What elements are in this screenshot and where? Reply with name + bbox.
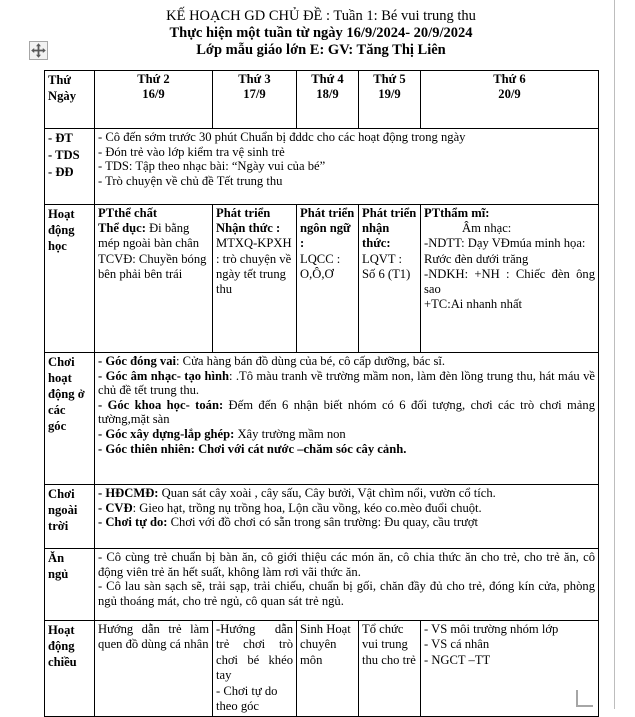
row-label-hoat: Hoạt (48, 623, 75, 637)
row-label-dt: - ĐT (48, 131, 73, 145)
ngoaitroi-item-1-head: - HĐCMĐ: (98, 486, 159, 500)
goc-item-5 (98, 442, 595, 457)
cell-hoc-wednesday[interactable] (297, 205, 359, 353)
hoc-wednesday-body: LQCC : O,Ô,Ơ (300, 251, 341, 281)
hoc-tuesday-body: MTXQ-KPXH : trò chuyện về ngày tết trung thu (216, 236, 292, 297)
an-ngu-line-2: - Cô lau sàn sạch sẽ, trải sạp, trải chiếu, chuẩn bị gối, chăn đầy đủ cho trẻ, đóng kín cửa, phòng ngủ thoáng mát, cho trẻ ngủ, cô quan sát trẻ ngủ. (98, 579, 595, 608)
weekly-plan-table[interactable] (44, 70, 599, 717)
row-hoat-dong-hoc (45, 205, 599, 353)
chieu-friday-line-3: - NGCT –TT (424, 652, 491, 667)
cell-hoc-monday[interactable] (95, 205, 213, 353)
cell-an-ngu-content[interactable] (95, 549, 599, 621)
cell-choi-ngoai-troi-content[interactable] (95, 485, 599, 549)
title-line-1: KẾ HOẠCH GD CHỦ ĐỀ : Tuần 1: Bé vui trung thu (166, 8, 476, 24)
ngoaitroi-item-1 (98, 486, 595, 501)
chieu-friday-line-1: - VS môi trường nhóm lớp (424, 622, 559, 636)
goc-item-4-head: - Góc xây dựng-lắp ghép: (98, 426, 235, 441)
cell-chieu-wednesday[interactable] (297, 621, 359, 717)
row-label-hoc: học (48, 239, 67, 253)
header-day-friday: Thứ 6 (493, 72, 526, 86)
header-cell-wednesday (297, 71, 359, 129)
row-label-cac: các (48, 403, 66, 417)
goc-item-2 (98, 369, 595, 398)
document-title-block (44, 8, 598, 59)
row-label-ngoai: ngoài (48, 503, 78, 517)
row-label-dt-tds-dd (45, 129, 95, 205)
hoc-thursday-heading-2: nhận thức: (362, 221, 391, 251)
row-choi-hoat-dong-goc (45, 353, 599, 485)
row-label-goc: góc (48, 419, 67, 433)
row-label-ngu: ngủ (48, 567, 69, 581)
hoc-wednesday-heading-2: ngôn ngữ : (300, 221, 351, 251)
goc-item-5-text: Chơi với cát nước –chăm sóc cây cảnh. (194, 441, 407, 456)
ngoaitroi-item-2 (98, 501, 595, 516)
hoc-tuesday-heading-2: Nhận thức : (216, 221, 281, 236)
chieu-wednesday-line-1: Sinh Hoạt chuyên môn (300, 622, 351, 667)
table-resize-handle[interactable] (576, 690, 593, 707)
header-date-thursday: 19/9 (378, 86, 401, 101)
cell-chieu-monday[interactable] (95, 621, 213, 717)
chieu-friday-line-2: - VS cá nhân (424, 637, 490, 652)
header-date-tuesday: 17/9 (243, 86, 266, 101)
row-label-dong: động (48, 639, 75, 653)
row-an-ngu (45, 549, 599, 621)
hoc-monday-body: Đi bằng mép ngoài bàn chân TCVĐ: Chuyền bóng bên phải bên trái (98, 221, 207, 281)
ngoaitroi-item-3-text: Chơi với đồ chơi có sẵn trong sân trường: Đu quay, cầu trượt (167, 515, 479, 530)
header-cell-friday (421, 71, 599, 129)
row-label-choi-ngoai-troi (45, 485, 95, 549)
header-day-monday: Thứ 2 (137, 72, 170, 86)
hoc-wednesday-heading-1: Phát triển (300, 206, 355, 220)
goc-item-3-text: Đếm đến 6 nhận biết nhóm có 6 đối tượng, chơi các trò chơi mảng tường,mặt sàn (98, 397, 595, 427)
row-don-tre-tds-dd (45, 129, 599, 205)
header-day-wednesday: Thứ 4 (311, 72, 344, 86)
move-cross-icon (30, 42, 47, 59)
goc-item-4 (98, 427, 595, 442)
hoc-thursday-heading-1: Phát triển (362, 206, 417, 220)
cell-hoc-friday[interactable] (421, 205, 599, 353)
hoc-monday-heading-1: PTthể chất (98, 206, 158, 220)
header-cell-monday (95, 71, 213, 129)
goc-item-2-text: : .Tô màu tranh về trường mầm non, làm đèn lồng trung thu, hát máu về chủ đề tết trung thu. (98, 368, 595, 398)
header-date-monday: 16/9 (142, 86, 165, 101)
goc-item-4-text: Xây trường mầm non (234, 426, 346, 441)
row-hoat-dong-chieu (45, 621, 599, 717)
chieu-thursday-line-1: Tổ chức vui trung thu cho trẻ (362, 622, 416, 667)
row-label-chieu: chiều (48, 655, 77, 669)
row-label-dong: động (48, 223, 75, 237)
header-corner-line-1: Thứ (48, 73, 71, 87)
chieu-tuesday-line-2: - Chơi tự do theo góc (216, 683, 278, 714)
ngoaitroi-item-2-head: - CVĐ (98, 500, 133, 515)
cell-hoc-tuesday[interactable] (213, 205, 297, 353)
title-line-2: Thực hiện một tuần từ ngày 16/9/2024- 20/9/2024 (169, 25, 473, 41)
cell-chieu-friday[interactable] (421, 621, 599, 717)
hoc-friday-subheading: Âm nhạc: (462, 221, 512, 236)
an-ngu-line-1: - Cô cùng trẻ chuẩn bị bàn ăn, cô giới thiệu các món ăn, cô chia thức ăn cho trẻ, cho trẻ ăn, cô động viên trẻ ăn hết suất, không làm rơi vãi thức ăn. (98, 550, 595, 579)
cell-chieu-thursday[interactable] (359, 621, 421, 717)
goc-item-5-head: - Góc thiên nhiên: (98, 441, 195, 456)
hoc-friday-heading: PTthẩm mĩ: (424, 206, 490, 220)
hoc-monday-heading-2: Thể dục: (98, 221, 146, 236)
cell-chieu-tuesday[interactable] (213, 621, 297, 717)
ngoaitroi-item-3 (98, 515, 595, 530)
hoc-tuesday-heading-1: Phát triển (216, 206, 271, 220)
ngoaitroi-item-1-text: Quan sát cây xoài , cây sấu, Cây bưởi, Vật chìm nổi, vườn cổ tích. (158, 486, 496, 500)
row-label-dong-o: động ở (48, 387, 85, 401)
table-move-handle[interactable] (29, 41, 48, 60)
ngoaitroi-item-3-head: - Chơi tự do: (98, 515, 168, 530)
row-label-dd: - ĐĐ (48, 165, 74, 179)
dt-line-2: - Đón trẻ vào lớp kiểm tra vệ sinh trẻ (98, 144, 285, 159)
header-cell-thursday (359, 71, 421, 129)
header-day-tuesday: Thứ 3 (238, 72, 271, 86)
row-label-an: Ăn (48, 551, 65, 565)
header-corner-cell (45, 71, 95, 129)
row-label-hoat-dong-hoc (45, 205, 95, 353)
header-cell-tuesday (213, 71, 297, 129)
goc-item-1 (98, 354, 595, 369)
header-day-thursday: Thứ 5 (373, 72, 406, 86)
cell-hoc-thursday[interactable] (359, 205, 421, 353)
header-corner-line-2: Ngày (48, 89, 76, 103)
row-label-tds: - TDS (48, 148, 80, 162)
hoc-friday-line-1: -NDTT: Dạy VĐmúa minh họa: Rước đèn dưới trăng (424, 236, 586, 266)
chieu-tuesday-line-1: -Hướng dẫn trẻ chơi trò chơi bé khéo tay (216, 622, 293, 683)
dt-line-3: - TDS: Tập theo nhạc bài: “Ngày vui của bé” (98, 159, 326, 174)
row-label-hoat-dong-chieu (45, 621, 95, 717)
goc-item-1-head: - Góc đóng vai (98, 354, 177, 368)
cell-choi-goc-content[interactable] (95, 353, 599, 485)
hoc-thursday-body: LQVT : Số 6 (T1) (362, 251, 411, 281)
dt-line-1: - Cô đến sớm trước 30 phút Chuẩn bị đddc cho các hoạt động trong ngày (98, 130, 466, 144)
row-label-choi: Chơi (48, 355, 75, 369)
title-line-3: Lớp mẫu giáo lớn E: GV: Tăng Thị Liên (196, 42, 446, 58)
row-label-hoat: Hoạt (48, 207, 75, 221)
goc-item-1-text: : Cửa hàng bán đồ dùng của bé, cô cấp dưỡng, bác sĩ. (176, 354, 445, 368)
row-label-troi: trời (48, 519, 69, 533)
hoc-friday-line-2: -NDKH: +NH : Chiếc đèn ông sao (424, 266, 595, 297)
dt-line-4: - Trò chuyện về chủ đề Tết trung thu (98, 173, 283, 188)
row-label-hoat: hoạt (48, 371, 72, 385)
table-header-row (45, 71, 599, 129)
row-label-an-ngu (45, 549, 95, 621)
row-label-choi-goc (45, 353, 95, 485)
chieu-monday-line-1: Hướng dẫn trẻ làm quen đồ dùng cá nhân (98, 622, 209, 652)
page-gutter (615, 0, 635, 709)
hoc-friday-line-3: +TC:Ai nhanh nhất (424, 297, 523, 312)
row-label-choi: Chơi (48, 487, 75, 501)
goc-item-3-head: - Góc khoa học- toán: (98, 397, 224, 412)
goc-item-3 (98, 398, 595, 427)
header-date-wednesday: 18/9 (316, 86, 339, 101)
row-choi-ngoai-troi (45, 485, 599, 549)
ngoaitroi-item-2-text: : Gieo hạt, trồng nụ trồng hoa, Lộn cầu vồng, kéo co.mèo đuổi chuột. (132, 500, 482, 515)
cell-dt-tds-dd-content[interactable] (95, 129, 599, 205)
header-date-friday: 20/9 (498, 86, 521, 101)
goc-item-2-head: - Góc âm nhạc- tạo hình (98, 368, 229, 383)
